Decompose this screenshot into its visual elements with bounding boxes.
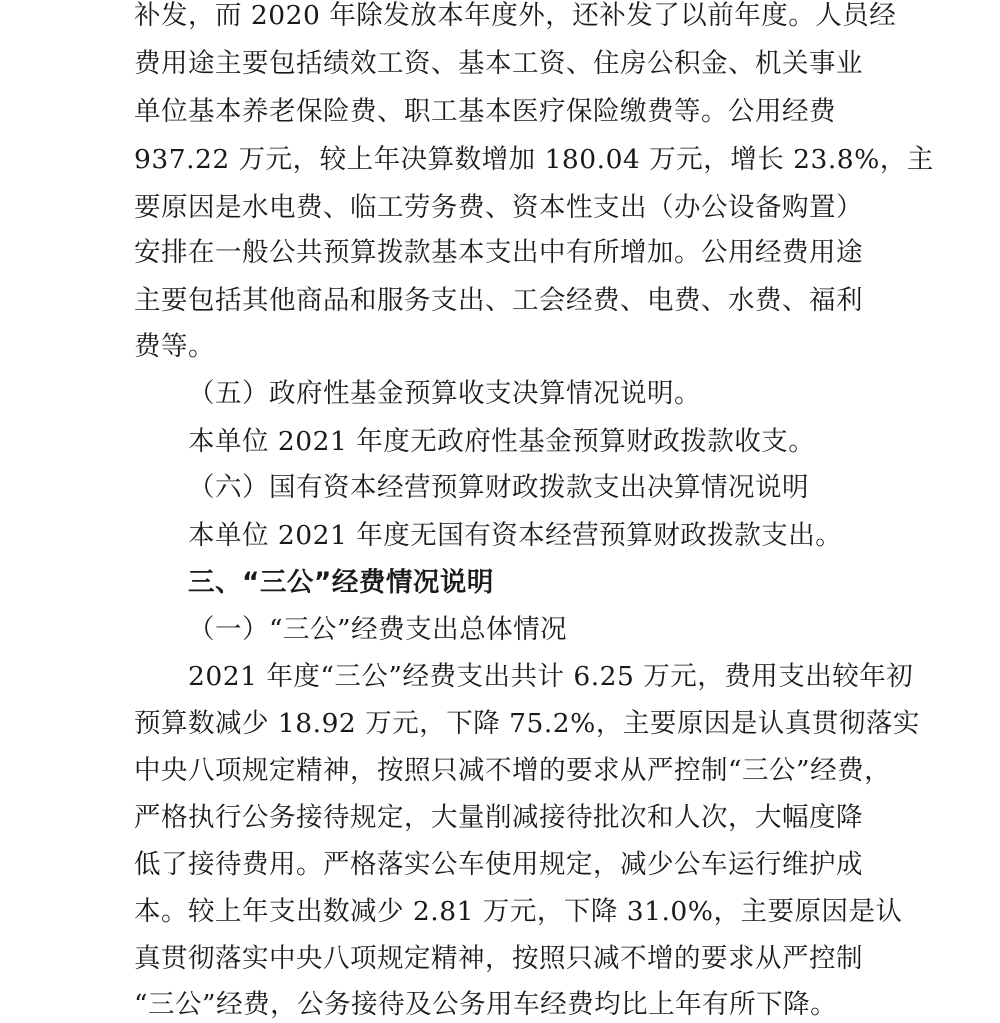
- body-text-line: 预算数减少 18.92 万元，下降 75.2%，主要原因是认真贯彻落实: [134, 708, 920, 739]
- body-text-line: 主要包括其他商品和服务支出、工会经费、电费、水费、福利: [134, 285, 863, 316]
- body-text-line: “三公”经费，公务接待及公务用车经费均比上年有所下降。: [134, 989, 838, 1020]
- body-text-line: 2021 年度“三公”经费支出共计 6.25 万元，费用支出较年初: [188, 661, 914, 692]
- body-text-line: 低了接待费用。严格落实公车使用规定，减少公车运行维护成: [134, 849, 863, 880]
- subsection-heading-one: （一）“三公”经费支出总体情况: [188, 614, 568, 645]
- body-text-line: 本单位 2021 年度无政府性基金预算财政拨款收支。: [188, 426, 816, 457]
- section-heading-five: （五）政府性基金预算收支决算情况说明。: [188, 378, 701, 409]
- section-heading-three-public: 三、“三公”经费情况说明: [188, 567, 494, 598]
- body-text-line: 要原因是水电费、临工劳务费、资本性支出（办公设备购置）: [134, 192, 863, 223]
- section-heading-six: （六）国有资本经营预算财政拨款支出决算情况说明: [188, 472, 809, 503]
- body-text-line: 本单位 2021 年度无国有资本经营预算财政拨款支出。: [188, 520, 843, 551]
- body-text-line: 937.22 万元，较上年决算数增加 180.04 万元，增长 23.8%，主: [134, 144, 934, 175]
- body-text-line: 严格执行公务接待规定，大量削减接待批次和人次，大幅度降: [134, 802, 863, 833]
- body-text-line: 中央八项规定精神，按照只减不增的要求从严控制“三公”经费，: [134, 755, 892, 786]
- body-text-line: 安排在一般公共预算拨款基本支出中有所增加。公用经费用途: [134, 237, 863, 268]
- body-text-line: 费等。: [134, 331, 215, 362]
- body-text-line: 单位基本养老保险费、职工基本医疗保险缴费等。公用经费: [134, 96, 836, 127]
- body-text-line: 补发，而 2020 年除发放本年度外，还补发了以前年度。人员经: [134, 0, 897, 31]
- body-text-line: 本。较上年支出数减少 2.81 万元，下降 31.0%，主要原因是认: [134, 896, 903, 927]
- body-text-line: 费用途主要包括绩效工资、基本工资、住房公积金、机关事业: [134, 48, 863, 79]
- body-text-line: 真贯彻落实中央八项规定精神，按照只减不增的要求从严控制: [134, 943, 863, 974]
